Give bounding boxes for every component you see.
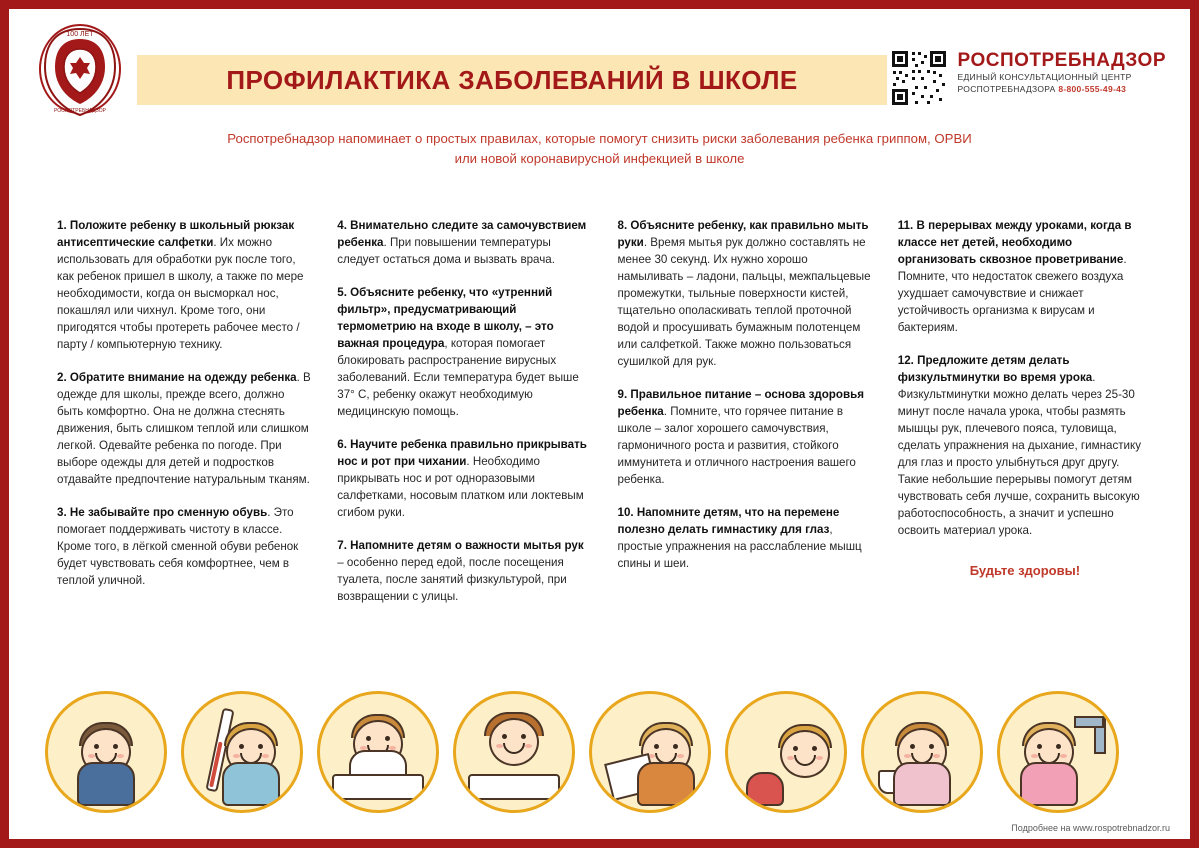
advice-rest: , которая помогает блокировать распространение вирусных заболеваний. Если температура будет выше 37° С, ребенку окажут необходимую медицинскую помощь. <box>337 336 579 418</box>
advice-columns <box>57 205 1152 621</box>
closing-message: Будьте здоровы! <box>969 563 1081 579</box>
illustration-strip <box>9 657 1190 839</box>
advice-column-1 <box>57 205 311 621</box>
poster-title-band <box>137 55 887 105</box>
svg-text:РОСПОТРЕБНАДЗОР: РОСПОТРЕБНАДЗОР <box>54 108 106 114</box>
qr-code-icon <box>890 49 948 107</box>
advice-column-3 <box>618 205 872 621</box>
faucet-icon <box>1094 716 1106 754</box>
illustration-boy-in-school-uniform <box>45 691 167 813</box>
advice-item <box>898 217 1152 336</box>
intro-text <box>79 129 1120 170</box>
advice-number: 6. <box>337 437 347 451</box>
advice-rest: . Их можно использовать для обработки рук после того, как ребенок пришел в школу, а также по мере необходимости, когда он высморкал нос, покашлял или чихнул. Кроме того, они пригодятся чтобы протереть рабочее место / парту / компьютерную технику. <box>57 235 304 351</box>
advice-bold: Научите ребенка правильно прикрывать нос и рот при чихании <box>337 437 587 468</box>
advice-rest: . Время мытья рук должно составлять не менее 30 секунд. Их нужно хорошо намыливать – ладони, пальцы, межпальцевые промежутки, тыльные поверхности кистей, тщательно ополаскивать теплой проточной водой и просушивать бумажным полотенцем или салфеткой. Также можно пользоваться сушилкой для рук. <box>617 235 871 368</box>
advice-item <box>337 537 591 605</box>
advice-number: 10. <box>617 506 634 520</box>
advice-rest: . Это помогает поддерживать чистоту в классе. Кроме того, в лёгкой сменной обуви ребенок будет чувствовать себя комфортнее, чем в теплой уличной. <box>57 506 299 588</box>
org-genitive-label: РОСПОТРЕБНАДЗОРА <box>957 84 1056 95</box>
illustration-boy-writing-at-desk <box>317 691 439 813</box>
advice-number: 11. <box>897 218 914 232</box>
illustration-child-sneezing-into-tissue <box>589 691 711 813</box>
advice-bold: Напомните детям о важности мытья рук <box>350 539 584 553</box>
advice-number: 3. <box>57 506 67 520</box>
advice-item <box>337 284 591 420</box>
advice-bold: Обратите внимание на одежду ребенка <box>69 370 297 384</box>
footer-note: Подробнее на www.rospotrebnadzor.ru <box>1011 823 1170 833</box>
advice-item <box>618 386 872 488</box>
advice-number: 1. <box>57 218 67 232</box>
advice-column-4 <box>898 205 1152 621</box>
svg-text:100 ЛЕТ: 100 ЛЕТ <box>66 31 94 38</box>
rospotrebnadzor-text-block <box>958 49 1166 96</box>
advice-number: 4. <box>337 218 347 232</box>
consultation-center-phone-line <box>958 83 1166 95</box>
advice-item <box>618 504 872 572</box>
advice-bold: Напомните детям, что на перемене полезно делать гимнастику для глаз <box>617 506 840 537</box>
advice-rest: . В одежде для школы, прежде всего, должно быть комфортно. Она не должна стеснять движения, быть слишком теплой или слишком легкой. Одевайте ребенка по погоде. При выборе одежды для детей и подростков отдавайте предпочтение натуральным тканям. <box>57 370 311 487</box>
advice-rest: . Помните, что горячее питание в школе – залог хорошего самочувствия, гармоничного роста и развития, стойкого иммунитета и отличного настроения вашего ребенка. <box>617 404 856 487</box>
advice-number: 7. <box>337 539 347 553</box>
advice-item <box>618 217 872 370</box>
illustration-girl-reading-book <box>453 691 575 813</box>
rospotrebnadzor-emblem-icon <box>37 23 123 119</box>
rospotrebnadzor-contact-block <box>890 49 1166 107</box>
advice-number: 12. <box>897 353 914 367</box>
advice-bold: Правильное питание – основа здоровья ребенка <box>617 387 864 418</box>
advice-bold: Положите ребенку в школьный рюкзак антисептические салфетки <box>57 218 295 249</box>
advice-item <box>337 436 591 521</box>
desk-with-book <box>332 774 424 800</box>
advice-item <box>57 504 311 589</box>
advice-bold: Внимательно следите за самочувствием ребенка <box>337 218 587 249</box>
advice-bold: Объясните ребенку, как правильно мыть руки <box>617 218 869 249</box>
advice-bold: Объясните ребенку, что «утренний фильтр», предусматривающий термометрию на входе в школу, – это важная процедура <box>337 285 554 350</box>
advice-number: 2. <box>57 370 67 384</box>
org-name: РОСПОТРЕБНАДЗОР <box>957 50 1166 71</box>
illustration-girl-with-hot-drink <box>861 691 983 813</box>
advice-item <box>57 217 311 353</box>
intro-line-2: или новой коронавирусной инфекцией в школе <box>454 151 745 167</box>
advice-bold: Не забывайте про сменную обувь <box>69 506 268 520</box>
advice-rest: . Помните, что недостаток свежего воздуха ухудшает самочувствие и снижает устойчивость организма к вирусам и бактериям. <box>897 252 1127 334</box>
advice-rest: . При повышении температуры следует остаться дома и вызвать врача. <box>337 235 555 266</box>
advice-rest: – особенно перед едой, после посещения туалета, после занятий физкультурой, при возвращении с улицы. <box>337 556 567 604</box>
illustration-circles <box>45 691 1119 813</box>
advice-rest: . Необходимо прикрывать нос и рот одноразовыми салфетками, носовым платком или локтевым сгибом руки. <box>337 454 584 520</box>
advice-item <box>898 352 1152 539</box>
page-title: ПРОФИЛАКТИКА ЗАБОЛЕВАНИЙ В ШКОЛЕ <box>226 64 798 95</box>
advice-item <box>337 217 591 268</box>
advice-bold: Предложите детям делать физкультминутки во время урока <box>897 353 1093 384</box>
advice-rest: , простые упражнения на расслабление мышц спины и шеи. <box>617 523 862 571</box>
advice-number: 5. <box>337 285 347 299</box>
illustration-children-doing-exercises <box>725 691 847 813</box>
advice-rest: . Физкультминутки можно делать через 25-30 минут после начала урока, чтобы размять мышцы рук, плечевого пояса, туловища, сделать упражнения на дыхание, гимнастику для глаз и просто улыбнуться друг другу. Такие небольшие перерывы помогут детям чувствовать себя лучше, сохранить высокую работоспособность, а значит и успешно освоить материал урока. <box>897 370 1142 538</box>
hotline-phone: 8-800-555-49-43 <box>1058 84 1127 95</box>
consultation-center-label: ЕДИНЫЙ КОНСУЛЬТАЦИОННЫЙ ЦЕНТР <box>957 71 1132 82</box>
illustration-girl-washing-hands <box>997 691 1119 813</box>
advice-number: 8. <box>617 218 628 232</box>
advice-number: 9. <box>617 387 628 401</box>
open-book <box>468 774 560 800</box>
intro-line-1: Роспотребнадзор напоминает о простых правилах, которые помогут снизить риски заболевания ребенка гриппом, ОРВИ <box>227 131 972 146</box>
poster-header <box>9 9 1190 121</box>
advice-bold: В перерывах между уроками, когда в классе нет детей, необходимо организовать сквозное проветривание <box>897 218 1132 266</box>
illustration-girl-with-thermometer <box>181 691 303 813</box>
advice-item <box>57 369 311 488</box>
advice-column-2 <box>337 205 591 621</box>
